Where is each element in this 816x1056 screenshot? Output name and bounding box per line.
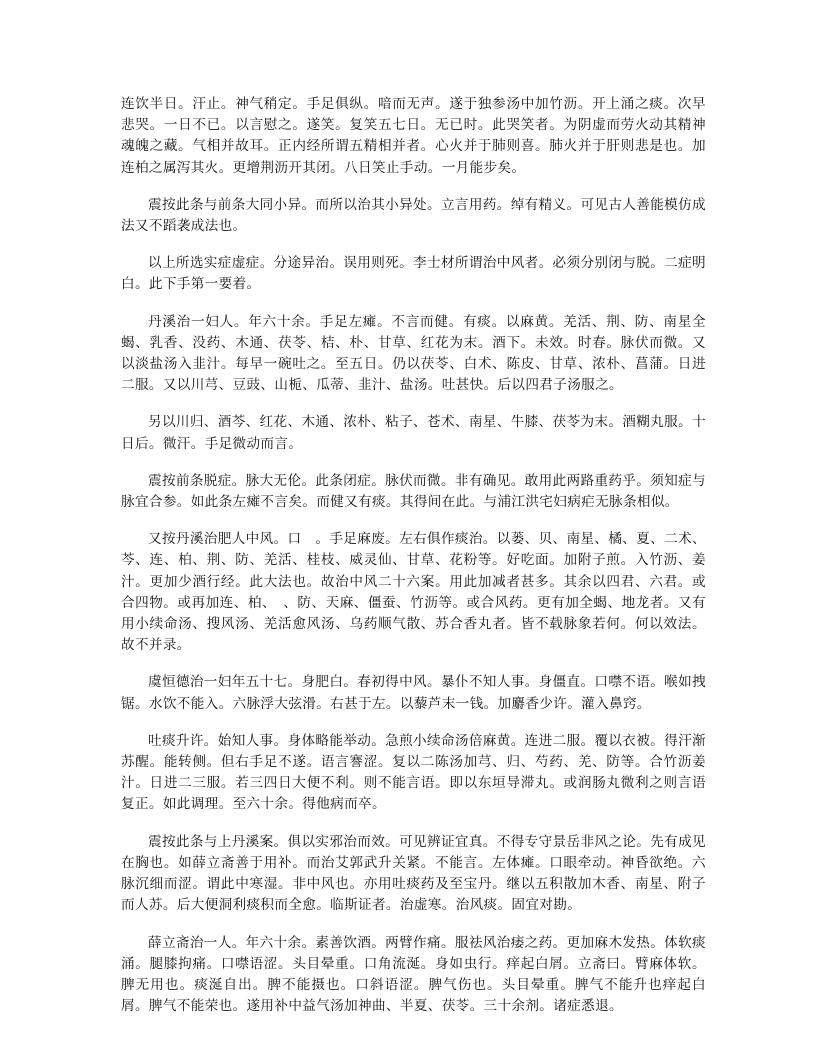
paragraph-case-xue: 薛立斋治一人。年六十余。素善饮酒。两臂作痛。服祛风治痿之药。更加麻木发热。体软痰涌。腿膝拘痛。口噤语涩。头目晕重。口角流涎。身如虫行。痒起白屑。立斋曰。臂麻体软。脾无用也。痰涎自出。脾不能摄也。口斜语涩。脾气伤也。头目晕重。脾气不能升也痒起白屑。脾气不能荣也。遂用补中益气汤加神曲、半夏、茯苓。三十余剂。诸症悉退。 bbox=[121, 934, 706, 1015]
paragraph-case-danxi: 丹溪治一妇人。年六十余。手足左瘫。不言而健。有痰。以麻黄。羌活、荆、防、南星全蝎、乳香、没药、木通、茯苓、桔、朴、甘草、红花为末。酒下。未效。时春。脉伏而微。又以淡盐汤入韭汁。每早一碗吐之。至五日。仍以茯苓、白术、陈皮、甘草、浓朴、菖蒲。日进二服。又以川芎、豆豉、山栀、瓜蒂、韭汁、盐汤。吐甚快。后以四君子汤服之。 bbox=[121, 313, 706, 394]
paragraph-commentary-1: 震按此条与前条大同小异。而所以治其小异处。立言用药。绰有精义。可见古人善能模仿成法又不蹈袭成法也。 bbox=[121, 196, 706, 235]
paragraph-case-yu: 虞恒德治一妇年五十七。身肥白。春初得中风。暴仆不知人事。身僵直。口噤不语。喉如拽锯。水饮不能入。六脉浮大弦滑。右甚于左。以藜芦末一钱。加麝香少许。灌入鼻窍。 bbox=[121, 674, 706, 712]
paragraph-summary: 以上所选实症虚症。分途异治。误用则死。李士材所谓治中风者。必须分别闭与脱。二症明白。此下手第一要着。 bbox=[121, 255, 706, 293]
paragraph-case-yu-followup: 吐痰升许。始知人事。身体略能举动。急煎小续命汤倍麻黄。连进二服。覆以衣被。得汗渐苏醒。能转侧。但右手足不遂。语言謇涩。复以二陈汤加芎、归、芍药、羌、防等。合竹沥姜汁。日进二三服。若三四日大便不利。则不能言语。即以东垣导滞丸。或润肠丸微利之则言语复正。如此调理。至六十余。得他病而卒。 bbox=[121, 732, 706, 813]
paragraph-commentary-2: 震按前条脱症。脉大无伦。此条闭症。脉伏而微。非有确见。敢用此两路重药乎。须知症与脉宜合参。如此条左瘫不言矣。而健又有痰。其得间在此。与浦江洪宅妇病疟无脉条相似。 bbox=[121, 472, 706, 511]
paragraph-commentary-4: 震按此条与上丹溪案。俱以实邪治而效。可见辨证宜真。不得专守景岳非风之论。先有成见在胸也。如薛立斋善于用补。而治艾郭武升关紧。不能言。左体瘫。口眼牵动。神昏欲绝。六脉沉细而涩。谓此中寒湿。非中风也。亦用吐痰药及至宝丹。继以五积散加木香、南星、附子而人苏。后大便洞利痰积而全愈。临斯证者。治虚寒。治风痰。固宜对勘。 bbox=[121, 833, 706, 914]
paragraph-continuation: 连饮半日。汗止。神气稍定。手足俱纵。喑而无声。遂于独参汤中加竹沥。开上涌之痰。次早悲哭。一日不已。以言慰之。遂笑。复笑五七日。无已时。此哭笑者。为阴虚而劳火动其精神魂魄之藏。气相并故耳。正内经所谓五精相并者。心火并于肺则喜。肺火并于肝则悲是也。加连柏之属泻其火。更增荆沥开其闭。八日笑止手动。一月能步矣。 bbox=[121, 96, 706, 176]
paragraph-case-danxi-followup: 另以川归、酒芩、红花、木通、浓朴、粘子、苍术、南星、牛膝、茯苓为末。酒糊丸服。十日后。微汗。手足微动而言。 bbox=[121, 414, 706, 452]
paragraph-commentary-3: 又按丹溪治肥人中风。口 。手足麻废。左右俱作痰治。以蒌、贝、南星、橘、夏、二术、芩、连、柏、荆、防、羌活、桂枝、威灵仙、甘草、花粉等。好吃面。加附子煎。入竹沥、姜汁。更加少酒行经。此大法也。故治中风二十六案。用此加减者甚多。其余以四君、六君。或合四物。或再加连、柏、 、防、天麻、僵蚕、竹沥等。或合风药。更有加全蝎、地龙者。又有用小续命汤、搜风汤、羌活愈风汤、乌药顺气散、苏合香丸者。皆不载脉象若何。何以效法。故不并录。 bbox=[121, 531, 706, 654]
